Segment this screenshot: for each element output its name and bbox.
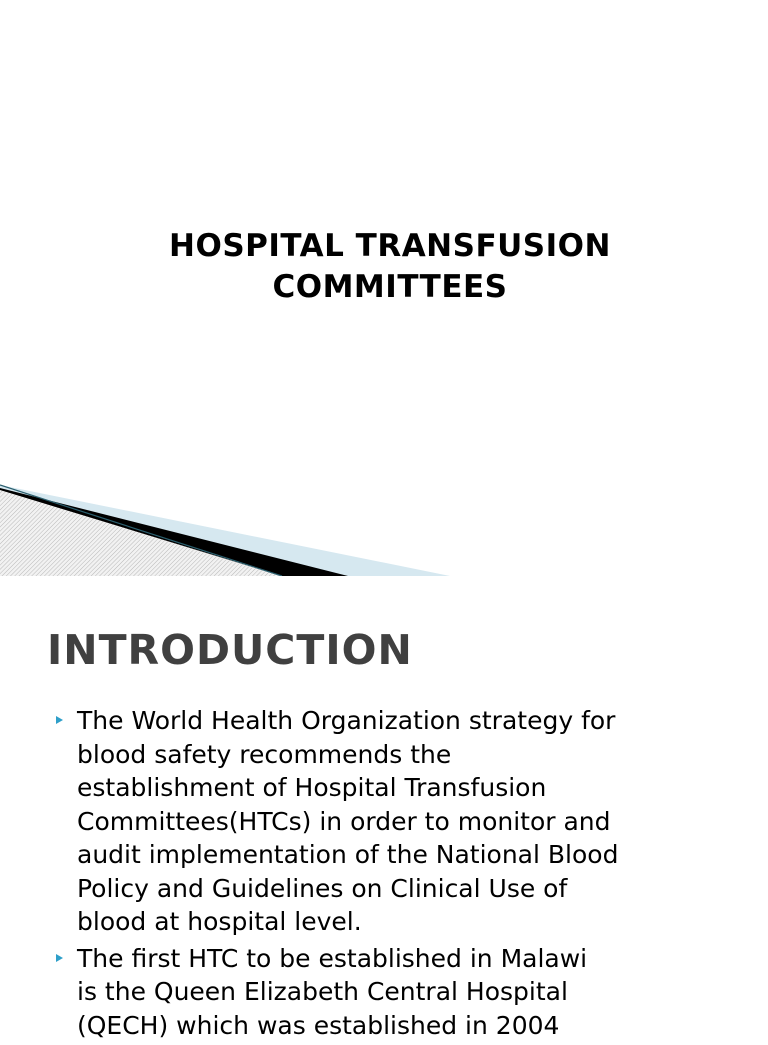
slide-title — [100, 226, 680, 308]
bullet-text: The first HTC to be established in Malawi is the Queen Elizabeth Central Hospital (QECH) which was established in 2004 — [77, 943, 588, 1040]
triangle-bullet-icon — [56, 954, 63, 962]
bullet-text: The World Health Organization strategy for blood safety recommends the establishment of Hospital Transfusion Committees(HTCs) in order to monitor and audit implementation of the National Blood Policy and Guidelines on Clinical Use of blood at hospital level. — [77, 706, 619, 936]
list-item — [54, 942, 734, 1043]
triangle-bullet-icon — [56, 716, 63, 724]
decorative-swoosh — [0, 480, 460, 576]
introduction-slide — [0, 576, 768, 1040]
slide-title-line-1: HOSPITAL TRANSFUSION — [169, 228, 611, 264]
slide-title-line-2: COMMITTEES — [272, 269, 508, 305]
list-item — [54, 704, 734, 939]
bullet-list — [54, 704, 734, 1045]
slide-heading: INTRODUCTION — [47, 626, 413, 674]
